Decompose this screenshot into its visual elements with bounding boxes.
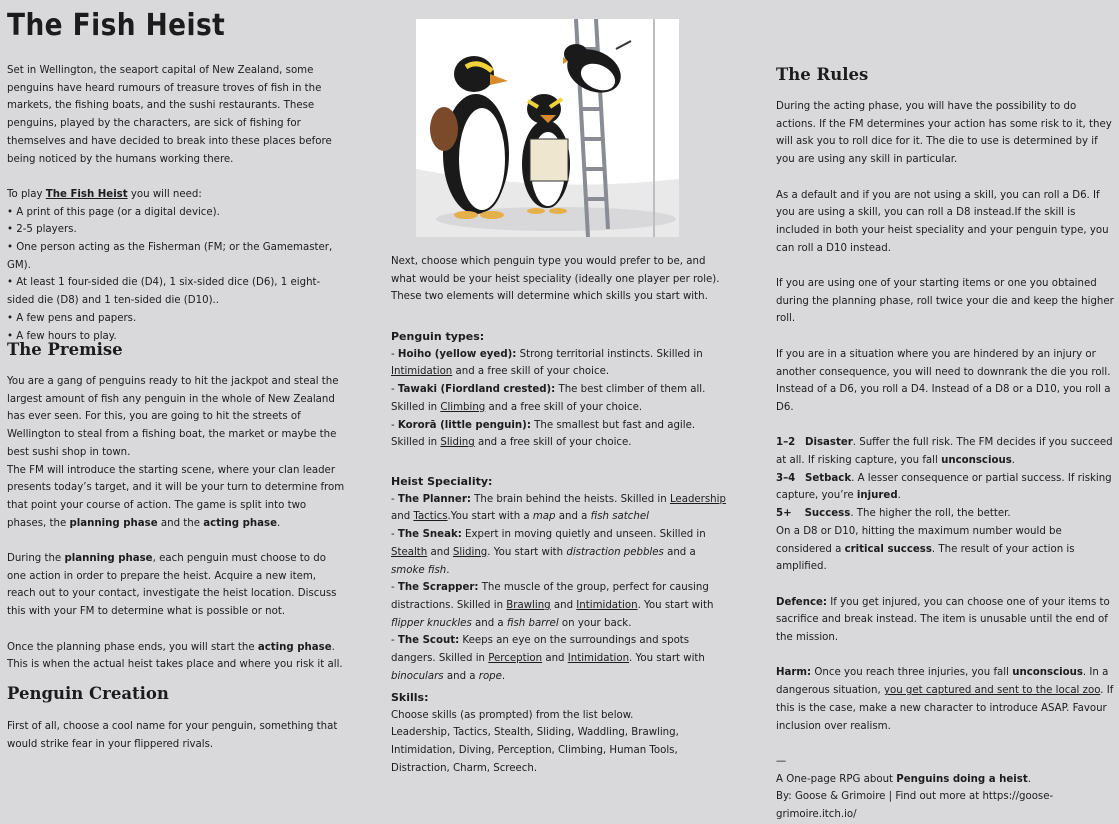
rules-heading: The Rules: [776, 65, 869, 84]
intro-block: [7, 62, 347, 345]
speciality-heading: Heist Speciality:: [391, 475, 493, 488]
rules-p4: If you are in a situation where you are hindered by an injury or another consequence, you will need to downrank the die you roll. Instead of a D6, you roll a D4. Instead of a D8 or a D10, you roll a D6.: [776, 348, 1111, 413]
penguins-image: [416, 19, 679, 237]
rules-p1: During the acting phase, you will have the possibility to do actions. If the FM determines your action has some risk to it, they will ask you to roll dice for it. The die to use is determined by if you are using any skill in particular.: [776, 101, 1112, 166]
need-item: • 2-5 players.: [7, 224, 77, 236]
creation-heading: Penguin Creation: [7, 684, 169, 703]
premise-p1: You are a gang of penguins ready to hit the jackpot and steal the largest amount of fish any penguin in the whole of New Zealand has ever seen. For this, you are going to hit the streets of Wellington to steal from a fishing boat, the market or maybe the best sushi shop in town.: [7, 376, 339, 458]
premise-p3: During the planning phase, each penguin must choose to do one action in order to prepare the heist. Acquire a new item, reach out to your contact, investigate the heist location. Discuss this with your FM to determine what is possible or not.: [7, 553, 337, 618]
speciality-scrapper: - The Scrapper: The muscle of the group, perfect for causing distractions. Skilled in Brawling and Intimidation. You start with flipper knuckles and a fish barrel on your back.: [391, 582, 714, 629]
speciality-sneak: - The Sneak: Expert in moving quietly and unseen. Skilled in Stealth and Sliding. You start with distraction pebbles and a smoke fish.: [391, 529, 706, 576]
page-title: The Fish Heist: [7, 8, 226, 43]
creation-block: [7, 718, 347, 753]
speciality-planner: - The Planner: The brain behind the heists. Skilled in Leadership and Tactics.You start with a map and a fish satchel: [391, 493, 726, 523]
types-block: [391, 328, 727, 452]
need-item: • One person acting as the Fisherman (FM; or the Gamemaster, GM).: [7, 242, 333, 271]
game-name-link: The Fish Heist: [45, 188, 128, 200]
creation-p2: Next, choose which penguin type you would prefer to be, and what would be your heist speciality (ideally one player per role). These two elements will determine which skills you start with.: [391, 256, 720, 303]
premise-p4: Once the planning phase ends, you will start the acting phase. This is when the actual heist takes place and where you risk it all.: [7, 641, 343, 671]
type-item: - Tawaki (Fiordland crested): The best climber of them all. Skilled in Climbing and a free skill of your choice.: [391, 384, 706, 413]
result-critical: On a D8 or D10, hitting the maximum number would be considered a critical success. The result of your action is amplified.: [776, 525, 1075, 573]
skills-block: [391, 689, 727, 778]
need-item: • A print of this page (or a digital device).: [7, 206, 220, 218]
result-disaster: 1–2 Disaster. Suffer the full risk. The FM decides if you succeed at all. If risking capture, you fall unconscious.: [776, 437, 1113, 466]
types-heading: Penguin types:: [391, 330, 485, 343]
penguin-heist-illustration: [416, 19, 679, 237]
intro-text: Set in Wellington, the seaport capital of New Zealand, some penguins have heard rumours of treasure troves of fish in the markets, the fishing boats, and the sushi restaurants. These penguins, played by the characters, are sick of fishing for themselves and have decided to break into these places before being noticed by the humans working there.: [7, 65, 332, 165]
footer-tagline: A One-page RPG about Penguins doing a heist.: [776, 773, 1031, 785]
skills-intro: Choose skills (as prompted) from the list below.: [391, 709, 634, 721]
premise-block: [7, 373, 347, 674]
need-item: • A few pens and papers.: [7, 312, 137, 324]
type-item: - Hoiho (yellow eyed): Strong territorial instincts. Skilled in Intimidation and a free skill of your choice.: [391, 348, 703, 378]
need-item: • A few hours to play.: [7, 330, 117, 342]
speciality-block: [391, 473, 727, 685]
premise-p2: The FM will introduce the starting scene, where your clan leader presents today’s target, and it will be your turn to determine from that point your course of action. The game is split into two phases, the planning phase and the acting phase.: [7, 464, 345, 529]
defence-rule: Defence: If you get injured, you can choose one of your items to sacrifice and break instead. The item is unusable until the end of the mission.: [776, 596, 1110, 644]
rules-p2: As a default and if you are not using a skill, you can roll a D6. If you are using a skill, you can roll a D8 instead.If the skill is included in both your heist speciality and your penguin type, you can roll a D10 instead.: [776, 189, 1109, 254]
result-setback: 3–4 Setback. A lesser consequence or partial success. If risking capture, you’re injured.: [776, 472, 1112, 502]
divider-dash: —: [776, 755, 787, 767]
premise-heading: The Premise: [7, 340, 123, 359]
creation-block-2: [391, 253, 727, 306]
footer-credits[interactable]: By: Goose & Grimoire | Find out more at https://goose-grimoire.itch.io/: [776, 791, 1054, 821]
need-item: • At least 1 four-sided die (D4), 1 six-sided dice (D6), 1 eight-sided die (D8) and 1 ten-sided die (D10)..: [7, 277, 321, 307]
rules-p3: If you are using one of your starting items or one you obtained during the planning phase, roll twice your die and keep the higher roll.: [776, 278, 1114, 325]
rules-block: [776, 98, 1116, 824]
speciality-scout: - The Scout: Keeps an eye on the surroundings and spots dangers. Skilled in Perception and Intimidation. You start with binoculars and a rope.: [391, 635, 705, 682]
skills-heading: Skills:: [391, 691, 429, 704]
result-success: 5+ Success. The higher the roll, the better.: [776, 508, 1011, 520]
creation-p1: First of all, choose a cool name for your penguin, something that would strike fear in your flippered rivals.: [7, 721, 338, 750]
need-intro: To play The Fish Heist you will need:: [7, 188, 202, 200]
type-item: - Kororā (little penguin): The smallest but fast and agile. Skilled in Sliding and a free skill of your choice.: [391, 419, 696, 449]
harm-rule: Harm: Once you reach three injuries, you fall unconscious. In a dangerous situation, you get captured and sent to the local zoo. If this is the case, make a new character to introduce ASAP. Favour inclusion over realism.: [776, 667, 1114, 732]
skills-list: Leadership, Tactics, Stealth, Sliding, Waddling, Brawling, Intimidation, Diving, Perception, Climbing, Human Tools, Distraction, Charm, Screech.: [391, 727, 679, 774]
